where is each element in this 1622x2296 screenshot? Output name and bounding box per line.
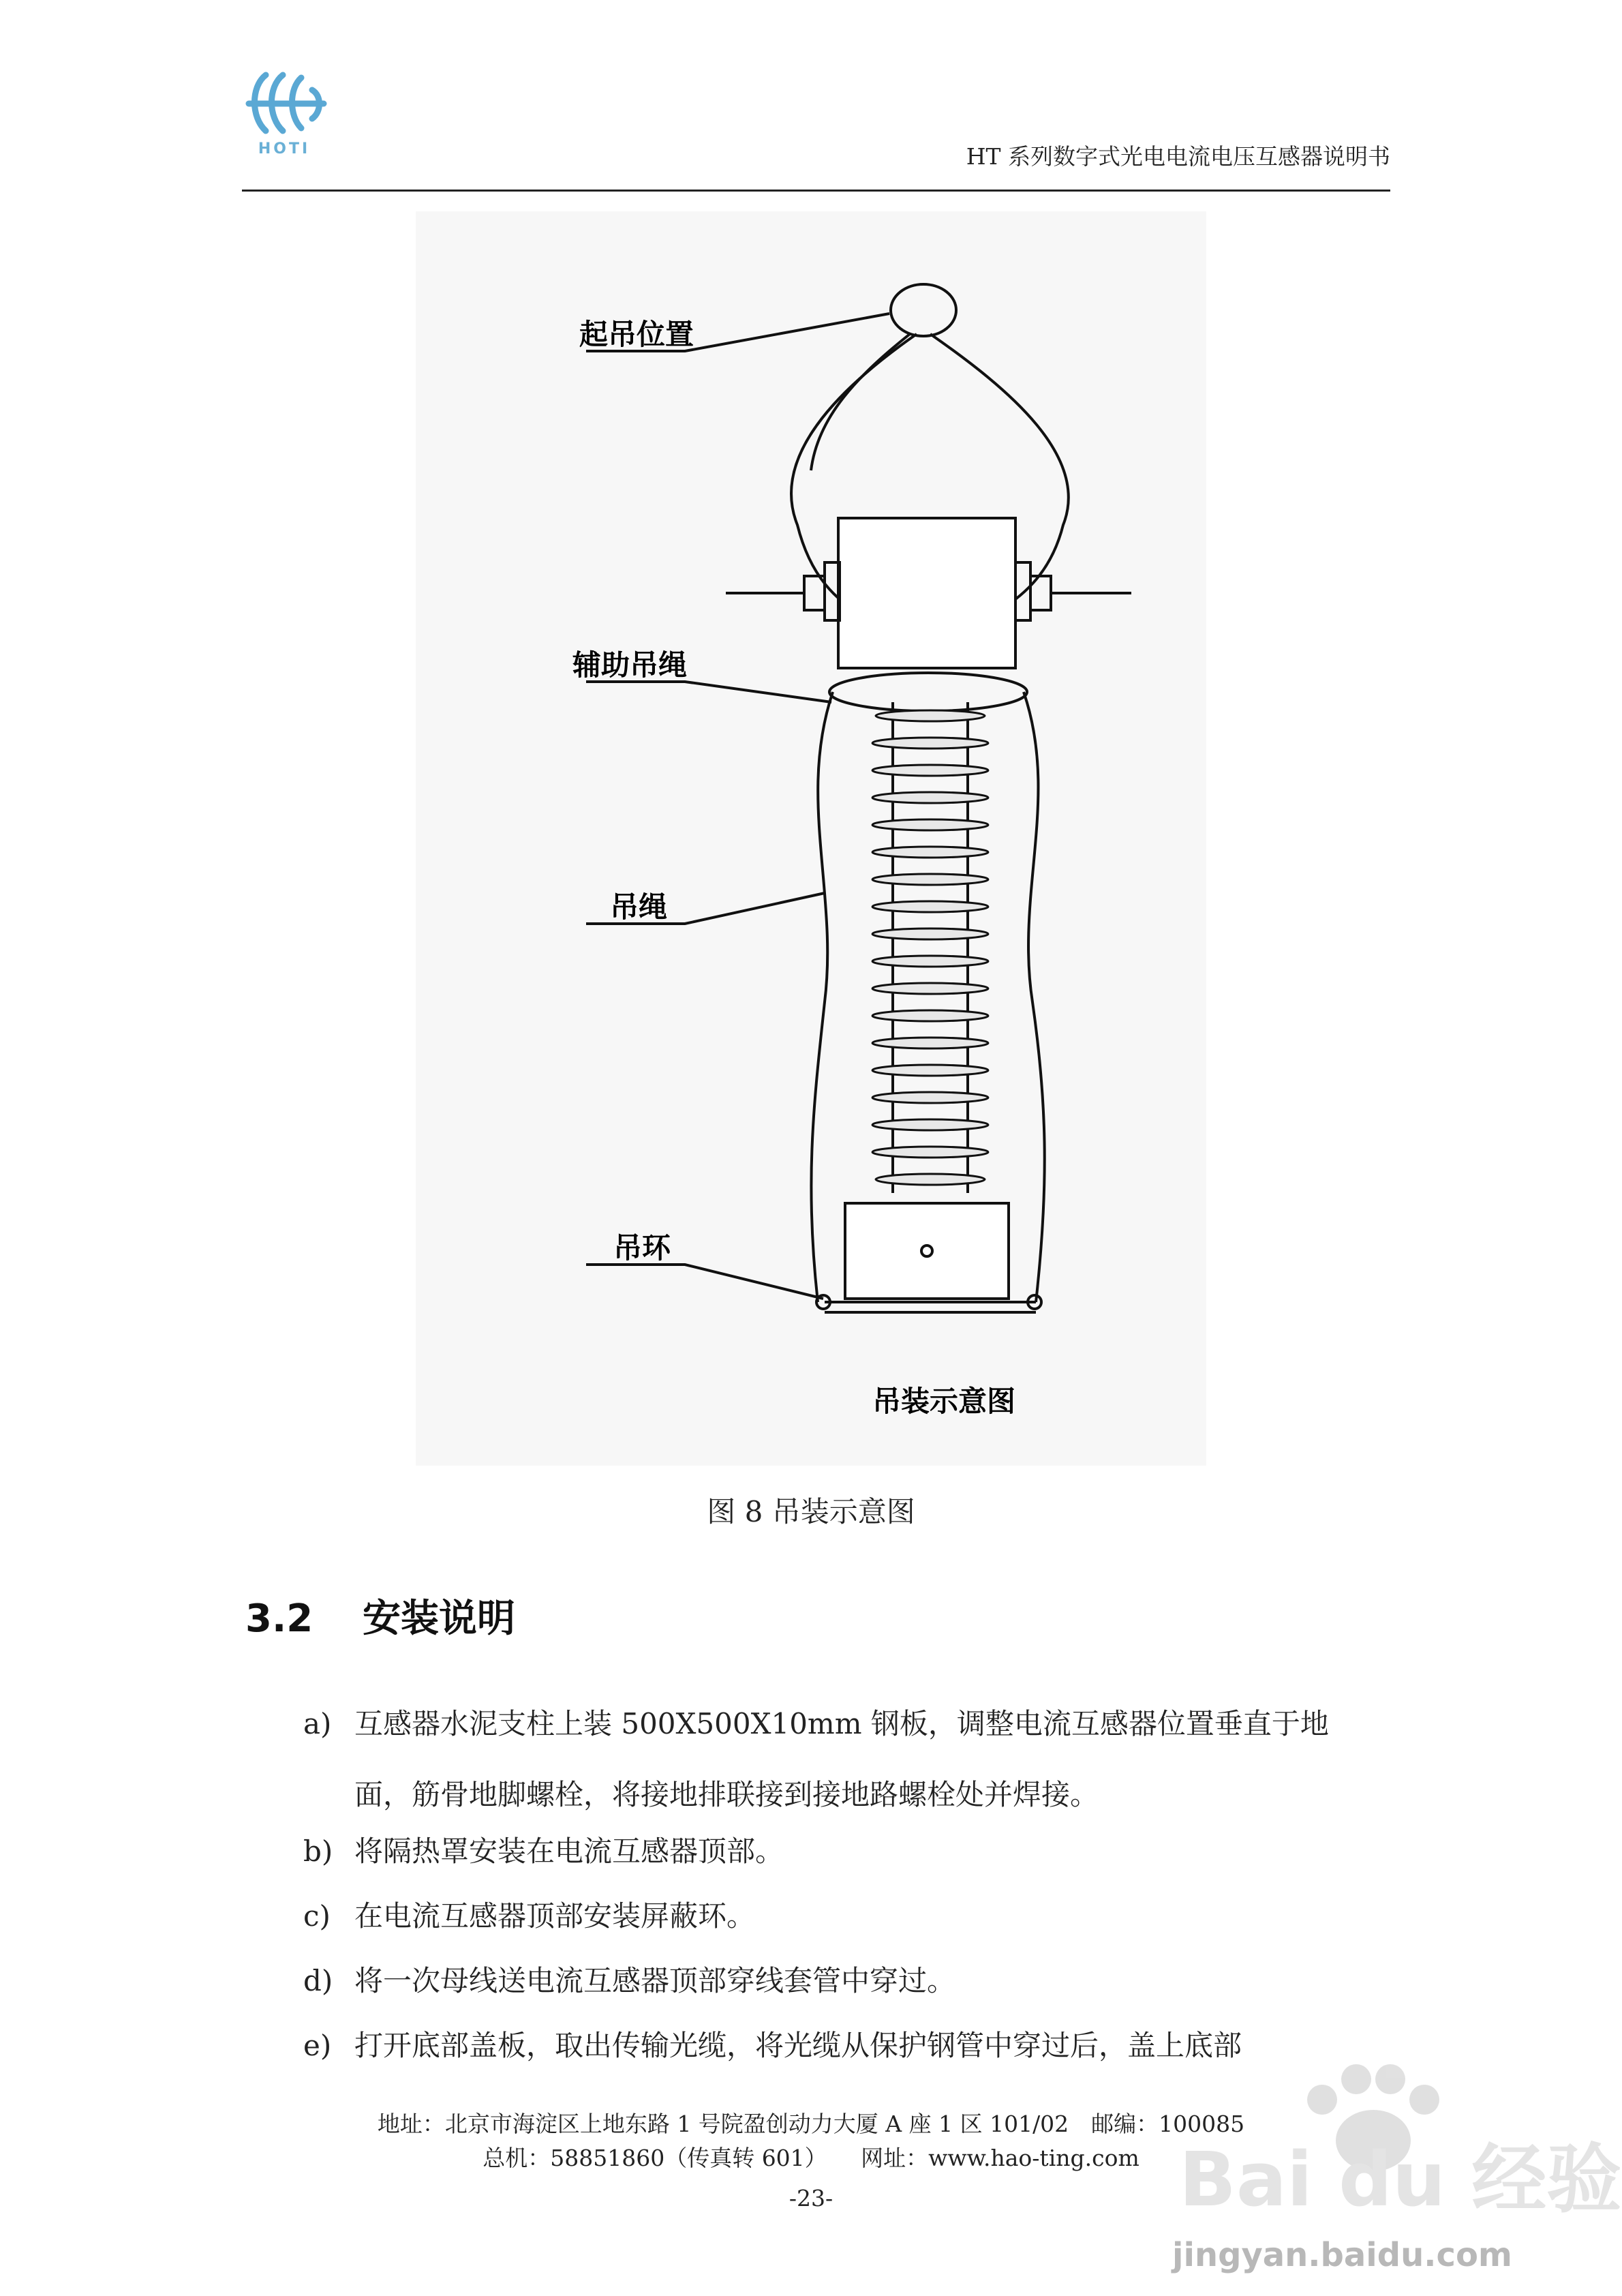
watermark-url: jingyan.baidu.com bbox=[1172, 2236, 1512, 2274]
list-item bbox=[303, 1707, 1329, 1740]
item-marker: e) bbox=[303, 2029, 332, 2062]
item-text: 互感器水泥支柱上装 500X500X10mm 钢板，调整电流互感器位置垂直于地 bbox=[354, 1707, 1329, 1740]
item-marker: a) bbox=[303, 1707, 332, 1740]
footer-contact: 总机：58851860（传真转 601） 网址：www.hao-ting.com bbox=[483, 2145, 1139, 2171]
section-heading bbox=[245, 1588, 515, 1643]
footer-address: 地址：北京市海淀区上地东路 1 号院盈创动力大厦 A 座 1 区 101/02 邮编：100085 bbox=[377, 2111, 1245, 2137]
item-marker: c) bbox=[303, 1899, 331, 1933]
lifting-diagram bbox=[416, 211, 1206, 1466]
item-text: 在电流互感器顶部安装屏蔽环。 bbox=[354, 1899, 756, 1933]
list-item bbox=[303, 1899, 756, 1933]
label-lift-point: 起吊位置 bbox=[579, 318, 694, 351]
item-marker: d) bbox=[303, 1964, 333, 1997]
list-item bbox=[303, 1834, 784, 1868]
figure-caption: 图 8 吊装示意图 bbox=[707, 1495, 915, 1528]
logo-text: HOTI bbox=[258, 140, 311, 157]
list-item bbox=[303, 2031, 1242, 2060]
document-title: HT 系列数字式光电电流电压互感器说明书 bbox=[966, 143, 1390, 170]
label-aux-rope: 辅助吊绳 bbox=[572, 648, 688, 682]
diagram-inner-title: 吊装示意图 bbox=[872, 1385, 1016, 1418]
item-text: 打开底部盖板，取出传输光缆，将光缆从保护钢管中穿过后，盖上底部 bbox=[354, 2029, 1242, 2062]
item-text-continued: 面，筋骨地脚螺栓，将接地排联接到接地路螺栓处并焊接。 bbox=[354, 1778, 1099, 1811]
item-text: 将隔热罩安装在电流互感器顶部。 bbox=[354, 1834, 784, 1868]
label-rope: 吊绳 bbox=[610, 890, 668, 924]
item-marker: b) bbox=[303, 1834, 333, 1868]
item-text: 将一次母线送电流互感器顶部穿线套管中穿过。 bbox=[354, 1964, 956, 1997]
section-number: 3.2 bbox=[245, 1597, 313, 1641]
section-title: 安装说明 bbox=[363, 1597, 515, 1641]
label-ring: 吊环 bbox=[613, 1231, 671, 1265]
list-item bbox=[303, 1964, 956, 1997]
watermark-brand: Bai du 经验 bbox=[1179, 2136, 1622, 2223]
page-number: -23- bbox=[789, 2185, 833, 2211]
header-divider bbox=[242, 190, 1390, 192]
